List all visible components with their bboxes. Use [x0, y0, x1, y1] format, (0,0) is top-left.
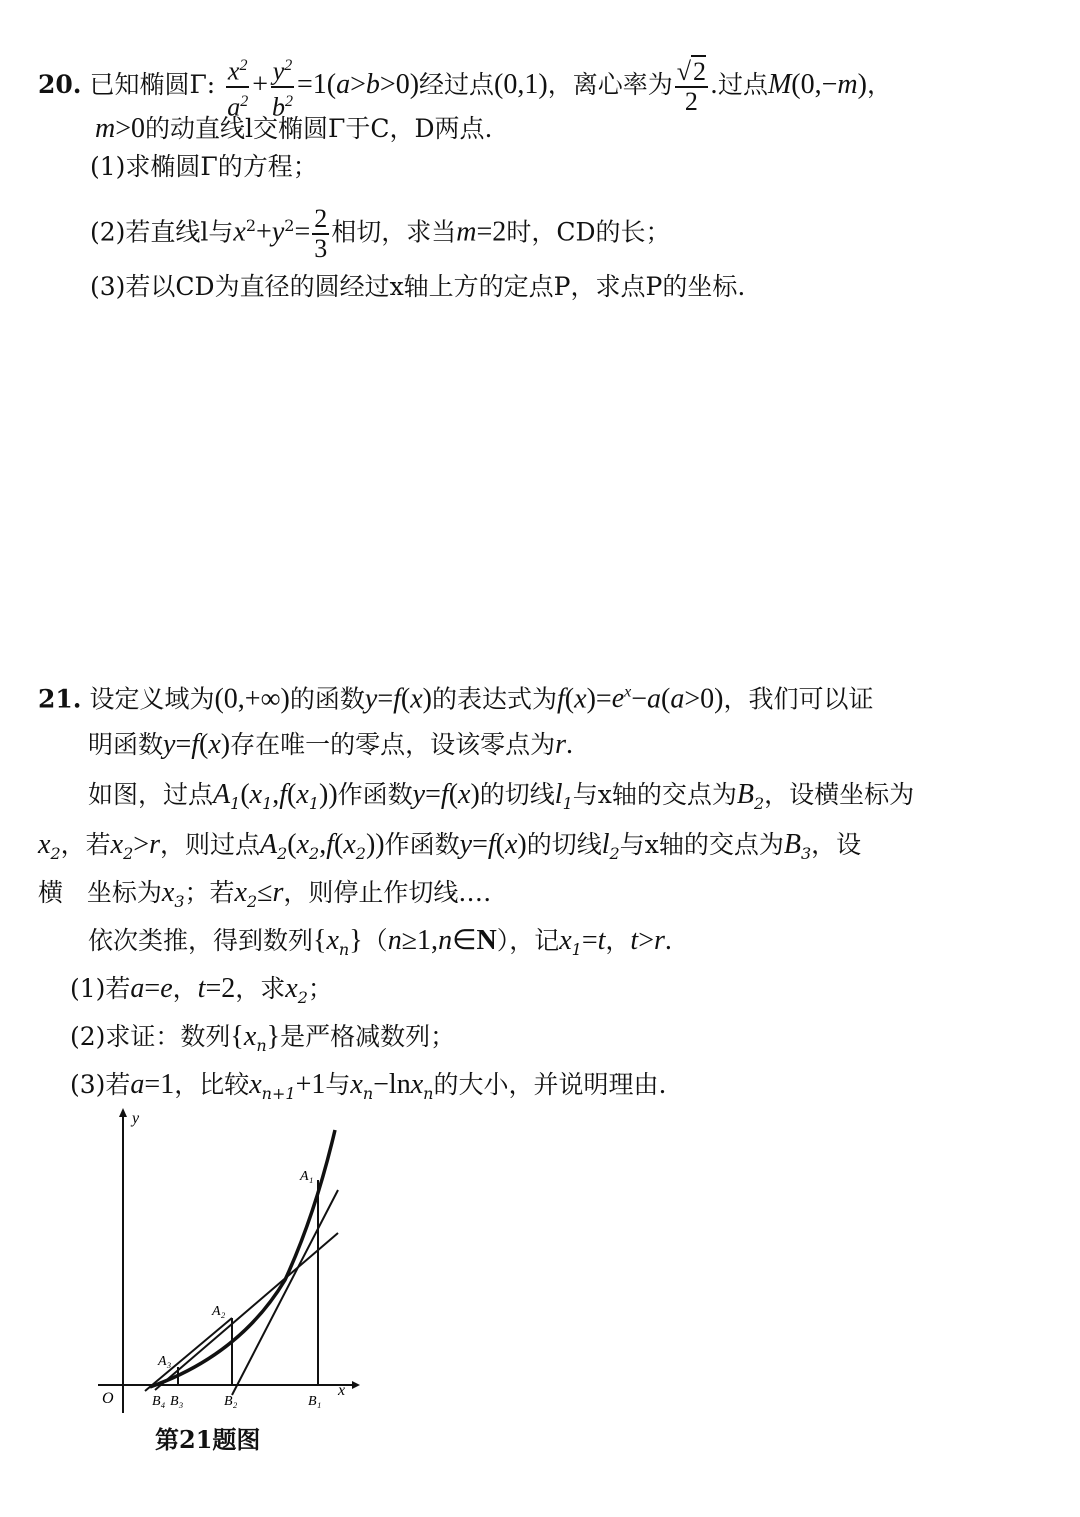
- label-a1: A₁: [300, 1169, 314, 1184]
- label-b2: B₂: [224, 1394, 238, 1409]
- p21-line-6: 依次类推，得到数列$\{x_n\}(n\ge 1,n\in N)$，记$x_1=t$，t>r.: [88, 925, 672, 959]
- figure-caption: 第21题图: [155, 1425, 261, 1454]
- label-y: y: [132, 1110, 140, 1127]
- p20-q1: (1)求椭圆Γ的方程；: [90, 152, 318, 181]
- tangent-l1: [232, 1190, 338, 1395]
- p21-line-3: 如图，过点$A_1(x_1,f(x_1))$作函数y=f(x)的切线$l_1$与x轴的交点为$B_2$，设横坐标为: [88, 779, 915, 813]
- p21-q3: (3)若a=1，比较$x_{n+1}+1$与$x_n-\ln x_n$的大小，并说明理由.: [70, 1069, 667, 1103]
- label-origin: O: [102, 1390, 114, 1407]
- figure-21: [90, 1105, 370, 1415]
- p21-q2: (2)求证：数列$\{x_n\}$是严格减数列；: [70, 1021, 456, 1055]
- p20-line-2: m>0的动直线l交椭圆Γ于C，D两点.: [95, 113, 493, 144]
- y-axis-arrow-icon: [119, 1108, 127, 1117]
- p20-q2: (2)若直线l与$x^2+y^2=$ $\frac{2}{3}$ 相切，求当m=2时，CD的长；: [90, 204, 671, 263]
- label-a3: A₃: [158, 1354, 172, 1369]
- x-axis-arrow-icon: [352, 1381, 360, 1389]
- label-b1: B₁: [308, 1394, 322, 1409]
- p21-line-2: 明函数y=f(x)存在唯一的零点，设该零点为r.: [88, 729, 574, 760]
- p20-q3: (3)若以CD为直径的圆经过x轴上方的定点P，求点P的坐标.: [90, 272, 746, 301]
- p21-q1: (1)若a=e，t=2，求$x_2$；: [70, 973, 333, 1007]
- p21-line-5: 横 坐标为$x_3$；若$x_2\le r$，则停止作切线.…: [38, 877, 492, 911]
- p21-line-4: $x_2$，若$x_2>r$，则过点$A_2(x_2,f(x_2))$作函数y=f(x)的切线$l_2$与x轴的交点为$B_3$，设: [38, 829, 862, 863]
- p20-line-1: 20. 已知椭圆Γ: $\frac{x^2}{a^2}$ + $\frac{y^2}{b^2}$ =1(a>b>0)经过点(0,1)，离心率为 $\frac{√2}{2}$ .过点M(0,−m)，: [38, 52, 892, 121]
- label-b3: B₃: [170, 1394, 184, 1409]
- label-b4: B₄: [152, 1394, 166, 1409]
- p21-line-1: 21. 设定义域为(0,+∞)的函数y=f(x)的表达式为$f(x)=e^x-a(a>0)$，我们可以证: [38, 683, 874, 715]
- label-a2: A₂: [212, 1304, 226, 1319]
- label-x: x: [338, 1382, 346, 1399]
